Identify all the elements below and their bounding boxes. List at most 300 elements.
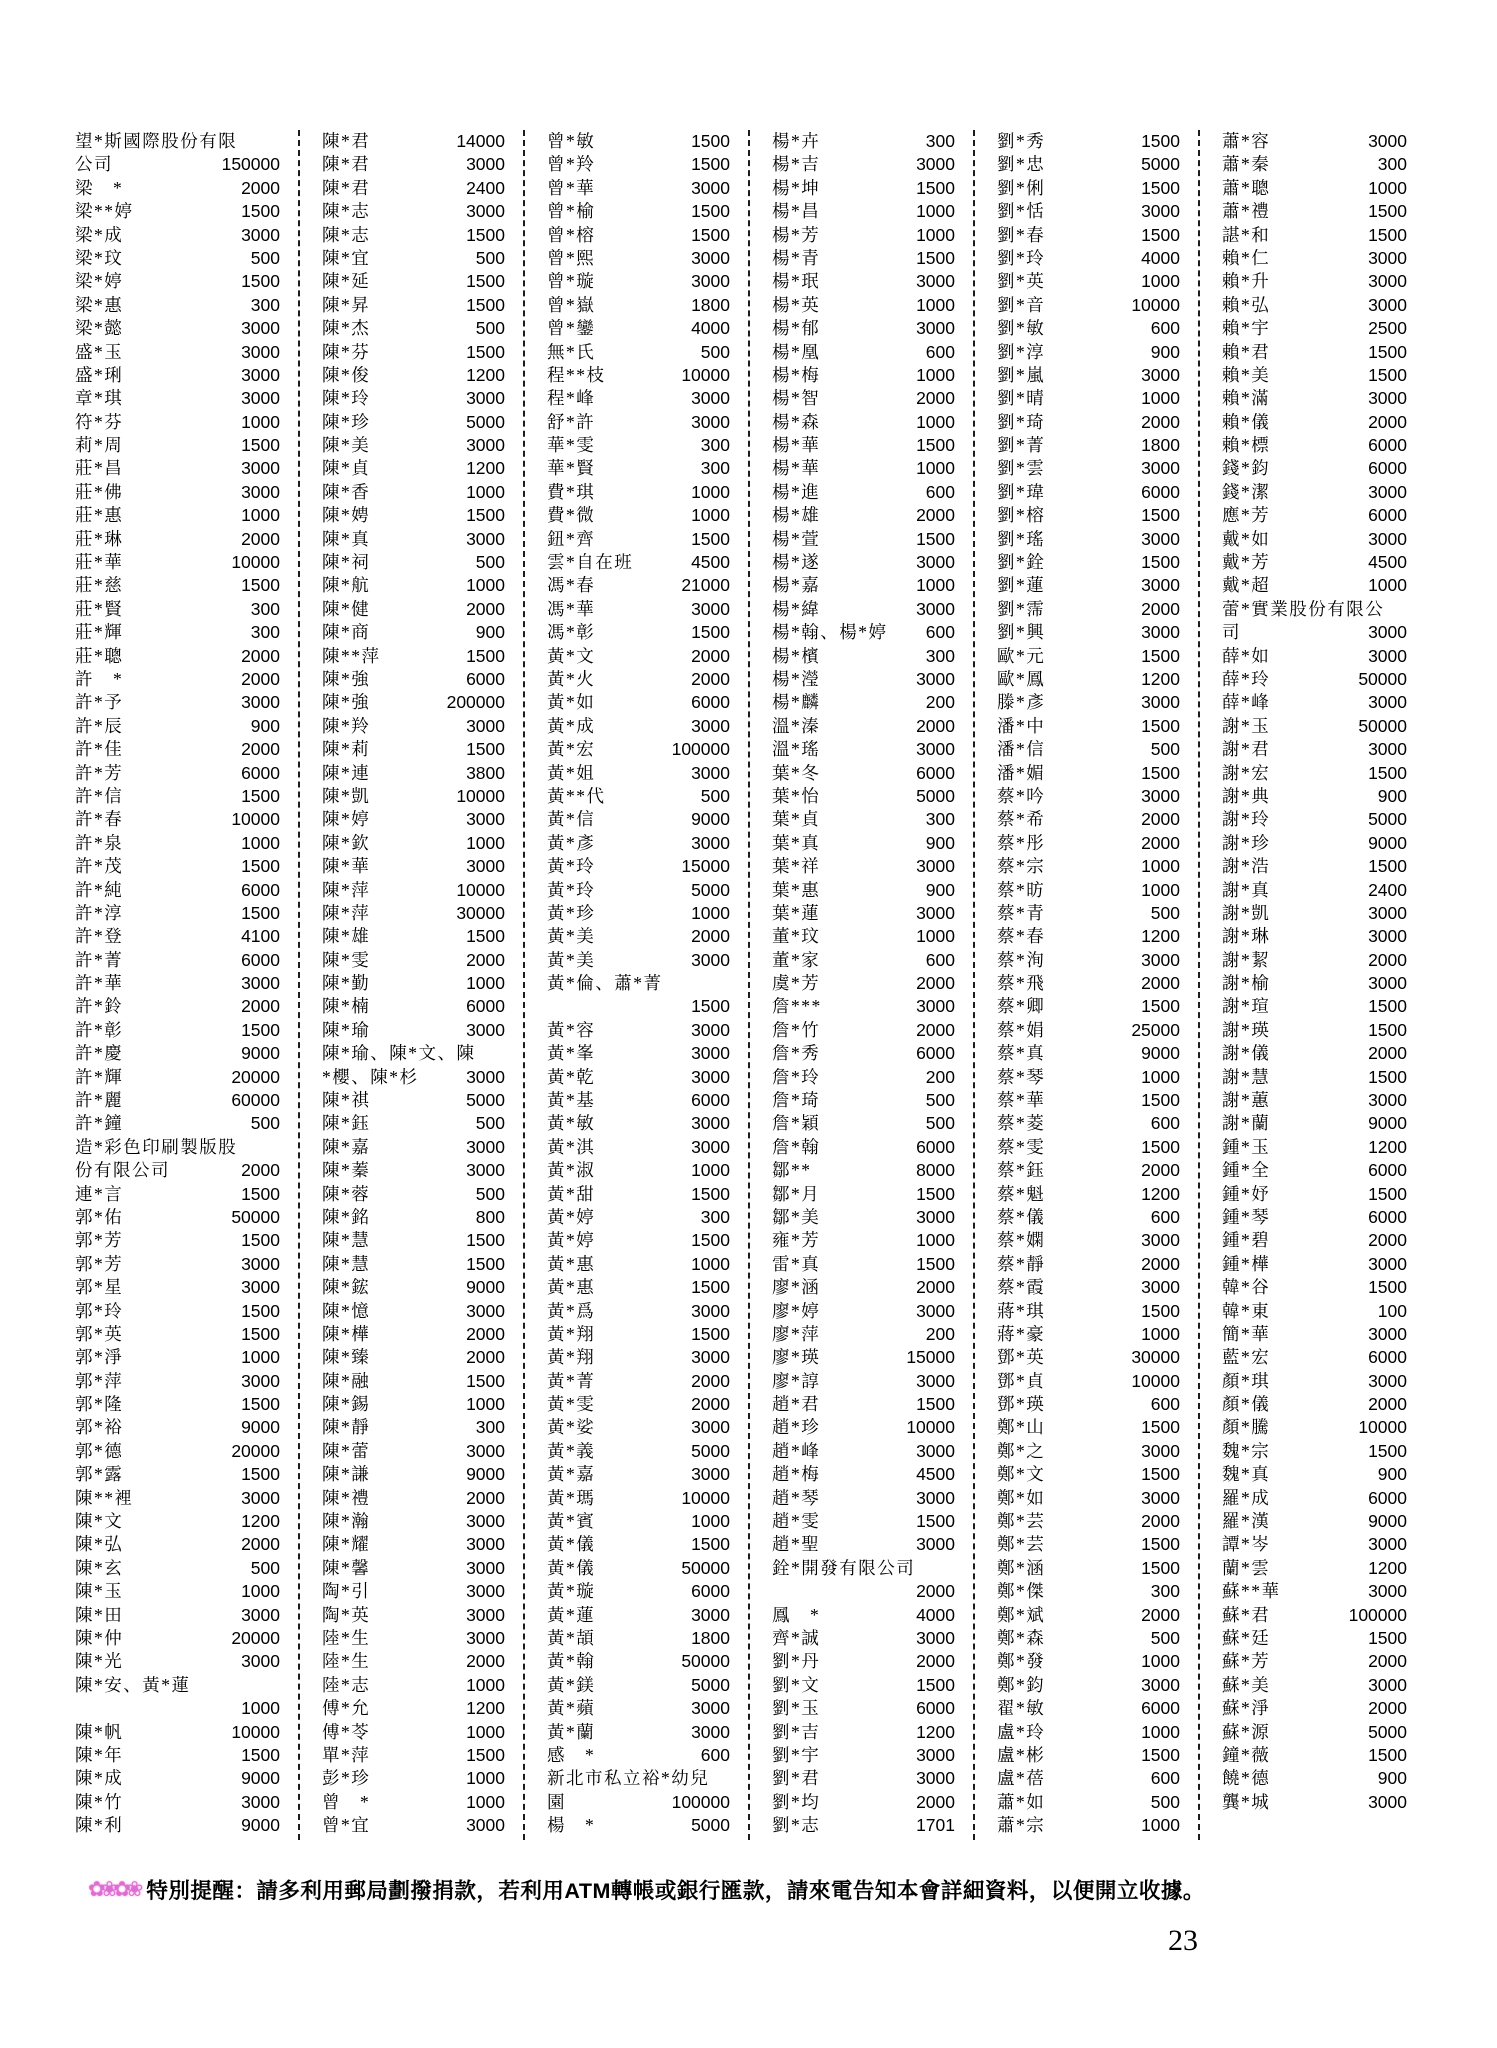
donor-row (997, 364, 1180, 387)
donation-amount: 2000 (1141, 809, 1180, 830)
donation-amount: 300 (925, 645, 955, 666)
donor-name: 莊*昌 (75, 458, 124, 479)
donor-name: 陳*凱 (322, 785, 371, 806)
donor-row (1222, 1721, 1407, 1744)
donation-amount: 1200 (916, 1721, 955, 1742)
donor-row (547, 1089, 730, 1112)
donor-name: 黃*惠 (547, 1253, 596, 1274)
donor-name: 鄒*月 (772, 1183, 821, 1204)
donor-name: 鄧*瑛 (997, 1394, 1046, 1415)
donor-row (547, 621, 730, 644)
donation-amount: 3000 (691, 271, 730, 292)
donor-row (772, 1112, 955, 1135)
donation-amount: 2000 (1368, 1043, 1407, 1064)
donation-amount: 3000 (466, 528, 505, 549)
donor-name: 雲*自在班 (547, 552, 634, 573)
special-reminder (88, 1874, 1205, 1905)
donation-amount: 9000 (241, 1417, 280, 1438)
donation-amount: 1500 (1141, 1417, 1180, 1438)
donor-name: 趙*珍 (772, 1417, 821, 1438)
donation-amount: 3000 (1368, 902, 1407, 923)
donation-amount: 1200 (1141, 1183, 1180, 1204)
donor-name: 司 (1222, 622, 1241, 643)
donor-name: 曾*榕 (547, 224, 596, 245)
donation-amount: 1000 (691, 1160, 730, 1181)
donor-name: 許*辰 (75, 715, 124, 736)
donor-name: 詹*竹 (772, 1019, 821, 1040)
donor-row (1222, 528, 1407, 551)
donation-amount: 3000 (1368, 388, 1407, 409)
donor-name: 詹*秀 (772, 1043, 821, 1064)
donation-amount: 6000 (691, 1090, 730, 1111)
donor-row (322, 1674, 505, 1697)
donation-amount: 3000 (691, 1136, 730, 1157)
donation-amount: 3000 (916, 598, 955, 619)
donation-amount: 1500 (691, 622, 730, 643)
donor-name: 曾*羚 (547, 154, 596, 175)
donor-name: 蕭*禮 (1222, 201, 1271, 222)
donation-amount: 3000 (466, 1300, 505, 1321)
donor-row (1222, 621, 1407, 644)
donor-row (1222, 995, 1407, 1018)
donor-name: 莊*琳 (75, 528, 124, 549)
donation-amount: 500 (925, 1113, 955, 1134)
donor-name: 蘇*君 (1222, 1604, 1271, 1625)
donor-name: 許*信 (75, 785, 124, 806)
donor-row (75, 1019, 280, 1042)
donor-row (772, 457, 955, 480)
donor-name: 蔡*卿 (997, 996, 1046, 1017)
donor-row (75, 294, 280, 317)
donor-name: 黃*婷 (547, 1230, 596, 1251)
donor-name: 陳*嘉 (322, 1136, 371, 1157)
donation-amount: 6000 (1368, 435, 1407, 456)
donor-name: 謝*慧 (1222, 1066, 1271, 1087)
donor-row (997, 317, 1180, 340)
donor-row (75, 551, 280, 574)
donor-name: 黃*蘋 (547, 1698, 596, 1719)
donation-amount: 1000 (1141, 388, 1180, 409)
donation-amount: 1500 (691, 1230, 730, 1251)
donor-name: 蕭*宗 (997, 1815, 1046, 1836)
donation-amount: 3000 (1141, 1277, 1180, 1298)
donor-row (547, 1159, 730, 1182)
donation-amount: 3000 (691, 388, 730, 409)
donation-amount: 3000 (916, 318, 955, 339)
donor-name: 莊*佛 (75, 481, 124, 502)
donor-row (1222, 949, 1407, 972)
donation-amount: 3000 (466, 715, 505, 736)
donor-name: 陳*娉 (322, 505, 371, 526)
donor-row (75, 855, 280, 878)
donor-row (1222, 1463, 1407, 1486)
donation-amount: 1000 (1141, 1815, 1180, 1836)
donor-row (322, 762, 505, 785)
donation-amount: 900 (1150, 341, 1180, 362)
donor-row (322, 270, 505, 293)
donation-amount: 1500 (1368, 856, 1407, 877)
donor-name: 顏*騰 (1222, 1417, 1271, 1438)
donor-row (322, 1019, 505, 1042)
donation-amount: 6000 (1141, 1698, 1180, 1719)
donor-name: 陳*美 (322, 435, 371, 456)
donor-name: 陳*健 (322, 598, 371, 619)
donor-name: 曾*熙 (547, 247, 596, 268)
donor-name: 戴*超 (1222, 575, 1271, 596)
donor-name: 陸*生 (322, 1651, 371, 1672)
donor-name: 黃*爲 (547, 1300, 596, 1321)
donation-amount: 1500 (691, 1534, 730, 1555)
donor-name: 楊*麟 (772, 692, 821, 713)
donor-name: 謝*玉 (1222, 715, 1271, 736)
donor-name: 莊*慈 (75, 575, 124, 596)
donation-amount: 3000 (691, 832, 730, 853)
donor-name: 莊*輝 (75, 622, 124, 643)
donation-amount: 5000 (916, 785, 955, 806)
donor-row (547, 177, 730, 200)
donation-amount: 1500 (1141, 224, 1180, 245)
donor-name: 簡*華 (1222, 1323, 1271, 1344)
donor-row (997, 1767, 1180, 1790)
donor-name: 鄭*芸 (997, 1534, 1046, 1555)
donation-amount: 3000 (466, 1534, 505, 1555)
donor-name: 黃*玲 (547, 856, 596, 877)
donor-row (997, 457, 1180, 480)
donor-name: 梁*惠 (75, 294, 124, 315)
donor-name: 梁 * (75, 177, 124, 198)
donation-amount: 1000 (1141, 1651, 1180, 1672)
donor-row (547, 1229, 730, 1252)
donor-row (547, 691, 730, 714)
donor-name: 蘇*芳 (1222, 1651, 1271, 1672)
donation-amount: 3000 (466, 388, 505, 409)
donation-amount: 3000 (691, 1417, 730, 1438)
donor-name: 黃*儀 (547, 1557, 596, 1578)
donor-name: 郭*星 (75, 1277, 124, 1298)
donor-row (1222, 1019, 1407, 1042)
donor-row (75, 1323, 280, 1346)
donor-name: 許*茂 (75, 856, 124, 877)
donation-amount: 3000 (1141, 364, 1180, 385)
donor-name: 黃*宏 (547, 739, 596, 760)
donor-name: 劉*宇 (772, 1744, 821, 1765)
donor-name: 許*麗 (75, 1090, 124, 1111)
donor-row (997, 738, 1180, 761)
donor-row (547, 387, 730, 410)
donation-amount: 6000 (466, 996, 505, 1017)
donor-name: 陳*君 (322, 131, 371, 151)
donor-row (997, 1627, 1180, 1650)
donation-amount: 5000 (466, 1090, 505, 1111)
donation-amount: 25000 (1131, 1019, 1180, 1040)
donor-row (772, 247, 955, 270)
donor-row (547, 1814, 730, 1837)
donor-row (1222, 1136, 1407, 1159)
donor-row (997, 1066, 1180, 1089)
donation-amount: 2000 (241, 528, 280, 549)
donation-amount: 1500 (1141, 996, 1180, 1017)
donor-row (1222, 1370, 1407, 1393)
donor-row (547, 574, 730, 597)
donation-amount: 1500 (1141, 715, 1180, 736)
donor-row (547, 247, 730, 270)
donor-name: 蔡*儀 (997, 1206, 1046, 1227)
donor-name: 謝*宏 (1222, 762, 1271, 783)
donor-name: 楊*吉 (772, 154, 821, 175)
donor-row (547, 1463, 730, 1486)
donor-name: 郭*佑 (75, 1206, 124, 1227)
donation-amount: 3000 (916, 1370, 955, 1391)
donor-row (997, 1393, 1180, 1416)
donor-name: 董*玟 (772, 926, 821, 947)
donor-name: 銓*開發有限公司 (772, 1557, 916, 1578)
donation-amount: 1000 (1141, 1066, 1180, 1087)
donation-amount: 300 (1377, 154, 1407, 175)
donor-row (322, 247, 505, 270)
donor-name: 陳*年 (75, 1744, 124, 1765)
donation-amount: 1500 (1141, 177, 1180, 198)
donor-name: 盧*玲 (997, 1721, 1046, 1742)
donor-row (1222, 200, 1407, 223)
donor-row (75, 1814, 280, 1837)
donor-name: 趙*梅 (772, 1464, 821, 1485)
donation-amount: 300 (475, 1417, 505, 1438)
donor-name: 黃*甜 (547, 1183, 596, 1204)
donor-name: 劉*忠 (997, 154, 1046, 175)
donor-name: 蔡*鈺 (997, 1160, 1046, 1181)
donor-name: 劉*恬 (997, 201, 1046, 222)
donation-amount: 500 (475, 552, 505, 573)
donor-name: 劉*晴 (997, 388, 1046, 409)
donor-row (1222, 902, 1407, 925)
donation-amount: 300 (250, 598, 280, 619)
donor-row (772, 317, 955, 340)
donor-row (997, 785, 1180, 808)
donor-row (1222, 1697, 1407, 1720)
donor-name: 劉*霈 (997, 598, 1046, 619)
donor-name: 陳*瀚 (322, 1511, 371, 1532)
donor-name: 陳*華 (322, 856, 371, 877)
donor-row (772, 668, 955, 691)
donor-row (772, 528, 955, 551)
donor-row (772, 808, 955, 831)
donation-amount: 3000 (916, 552, 955, 573)
donor-name: 楊*芳 (772, 224, 821, 245)
donor-row (997, 1206, 1180, 1229)
donor-row (75, 574, 280, 597)
donor-name: 許*鈴 (75, 996, 124, 1017)
donation-amount: 3000 (916, 902, 955, 923)
donation-amount: 3000 (916, 856, 955, 877)
donor-row (547, 1510, 730, 1533)
donor-row (772, 574, 955, 597)
donation-amount: 3000 (691, 1721, 730, 1742)
donor-row (75, 1229, 280, 1252)
donor-name: 陳*瑜、陳*文、陳 (322, 1043, 476, 1064)
donor-row (547, 1206, 730, 1229)
donation-amount: 1000 (1141, 856, 1180, 877)
donor-row (997, 668, 1180, 691)
donor-row (322, 1346, 505, 1369)
donation-amount: 1500 (1141, 1300, 1180, 1321)
donor-row (997, 1112, 1180, 1135)
donor-name: 劉*瑤 (997, 528, 1046, 549)
donation-amount: 1500 (466, 1744, 505, 1765)
donor-row (997, 1089, 1180, 1112)
donor-name: 黃*容 (547, 1019, 596, 1040)
donor-name: 陳*瑜 (322, 1019, 371, 1040)
donor-row (547, 1042, 730, 1065)
donor-name: 劉*春 (997, 224, 1046, 245)
donor-name: 黃*倫、蕭*菁 (547, 973, 663, 994)
donor-row (547, 1721, 730, 1744)
donation-amount: 3000 (1368, 528, 1407, 549)
donor-row (75, 1042, 280, 1065)
donation-amount: 1000 (241, 505, 280, 526)
donor-row (997, 808, 1180, 831)
donor-row (75, 691, 280, 714)
donor-name: 陳*鋐 (322, 1277, 371, 1298)
donor-name: 鐘*薇 (1222, 1744, 1271, 1765)
donor-row (997, 1159, 1180, 1182)
donor-row (75, 832, 280, 855)
donation-amount: 1500 (241, 1230, 280, 1251)
donation-amount: 6000 (241, 762, 280, 783)
donor-name: 蔡*雯 (997, 1136, 1046, 1157)
donor-row (997, 1253, 1180, 1276)
donor-row (322, 902, 505, 925)
donor-name: 魏*宗 (1222, 1440, 1271, 1461)
donor-row (997, 879, 1180, 902)
donor-row (547, 1300, 730, 1323)
donor-row (997, 902, 1180, 925)
donor-name: 韓*谷 (1222, 1277, 1271, 1298)
donation-amount: 1701 (916, 1815, 955, 1836)
donation-amount: 900 (1377, 1464, 1407, 1485)
donor-row (75, 504, 280, 527)
donor-name: 歐*鳳 (997, 668, 1046, 689)
donor-row (547, 1370, 730, 1393)
donor-row (997, 504, 1180, 527)
donor-name: 鄭*森 (997, 1628, 1046, 1648)
donor-row (322, 1744, 505, 1767)
donation-amount: 2000 (916, 1277, 955, 1298)
donor-name: 薛*峰 (1222, 692, 1271, 713)
donor-name: 蔡*吟 (997, 785, 1046, 806)
donor-name: 賴*弘 (1222, 294, 1271, 315)
donor-name: 彭*珍 (322, 1768, 371, 1789)
donation-amount: 1500 (1368, 364, 1407, 385)
donor-row (547, 364, 730, 387)
donor-row (547, 457, 730, 480)
donor-name: 蘇*廷 (1222, 1628, 1271, 1648)
donation-amount: 20000 (231, 1066, 280, 1087)
donor-row (547, 1767, 730, 1790)
donation-amount: 900 (925, 879, 955, 900)
donor-row (1222, 1042, 1407, 1065)
donation-amount: 1000 (691, 505, 730, 526)
donor-name: 陳*慧 (322, 1230, 371, 1251)
donor-row (997, 949, 1180, 972)
donor-row (322, 504, 505, 527)
donor-name: 陳**萍 (322, 645, 381, 666)
donor-name: 華*賢 (547, 458, 596, 479)
donor-row (772, 1814, 955, 1837)
donation-amount: 3000 (691, 411, 730, 432)
donor-row (1222, 1627, 1407, 1650)
donor-row (75, 457, 280, 480)
donor-row (75, 1627, 280, 1650)
donor-name: 蔡*魁 (997, 1183, 1046, 1204)
donation-amount: 3000 (916, 1534, 955, 1555)
donor-name: 諶*和 (1222, 224, 1271, 245)
donation-amount: 4500 (916, 1464, 955, 1485)
donor-name: 楊*進 (772, 481, 821, 502)
donor-name: 廖*萍 (772, 1323, 821, 1344)
donor-row (322, 1042, 505, 1065)
donor-row (322, 785, 505, 808)
donor-name: 龔*城 (1222, 1791, 1271, 1812)
donor-name: 黃*瑪 (547, 1487, 596, 1508)
donation-amount: 3000 (916, 1300, 955, 1321)
donor-name: 陳*玉 (75, 1581, 124, 1602)
donor-name: 黃*翰 (547, 1651, 596, 1672)
donor-row (322, 879, 505, 902)
donor-name: 謝*瑛 (1222, 1019, 1271, 1040)
donation-amount: 3000 (1141, 1487, 1180, 1508)
donation-amount: 2000 (241, 739, 280, 760)
donor-row (75, 785, 280, 808)
donor-name: 陳*欽 (322, 832, 371, 853)
donation-amount: 3000 (466, 154, 505, 175)
donor-name: 陳*芬 (322, 341, 371, 362)
donation-amount: 10000 (231, 809, 280, 830)
donation-amount: 3000 (916, 1744, 955, 1765)
donation-amount: 1000 (1141, 1721, 1180, 1742)
donor-row (772, 1627, 955, 1650)
donor-name: 蔡*昉 (997, 879, 1046, 900)
donor-name: 謝*榆 (1222, 973, 1271, 994)
donor-name: 黃*鎂 (547, 1674, 596, 1695)
donor-row (75, 434, 280, 457)
donor-row (1222, 1791, 1407, 1814)
donor-name: 葉*貞 (772, 809, 821, 830)
donor-row (772, 177, 955, 200)
donor-row (997, 1580, 1180, 1603)
donor-name: 賴*宇 (1222, 318, 1271, 339)
donor-row (1222, 1300, 1407, 1323)
donor-name: 廖*涵 (772, 1277, 821, 1298)
donation-amount: 1500 (691, 154, 730, 175)
donation-amount: 6000 (1368, 1160, 1407, 1181)
donor-row (547, 668, 730, 691)
donor-name: 許*菁 (75, 949, 124, 970)
donor-row (75, 879, 280, 902)
donor-row (772, 1697, 955, 1720)
donor-row (1222, 364, 1407, 387)
donor-row (1222, 668, 1407, 691)
donor-row (997, 1440, 1180, 1463)
donor-name: 陳*耀 (322, 1534, 371, 1555)
donor-row (322, 1370, 505, 1393)
donor-name: 莊*惠 (75, 505, 124, 526)
donor-name: 鄭*之 (997, 1440, 1046, 1461)
donor-row (547, 1487, 730, 1510)
donor-name: 蔡*靜 (997, 1253, 1046, 1274)
donation-amount: 4000 (916, 1604, 955, 1625)
donation-amount: 600 (1150, 318, 1180, 339)
donor-name: 黃**代 (547, 785, 606, 806)
